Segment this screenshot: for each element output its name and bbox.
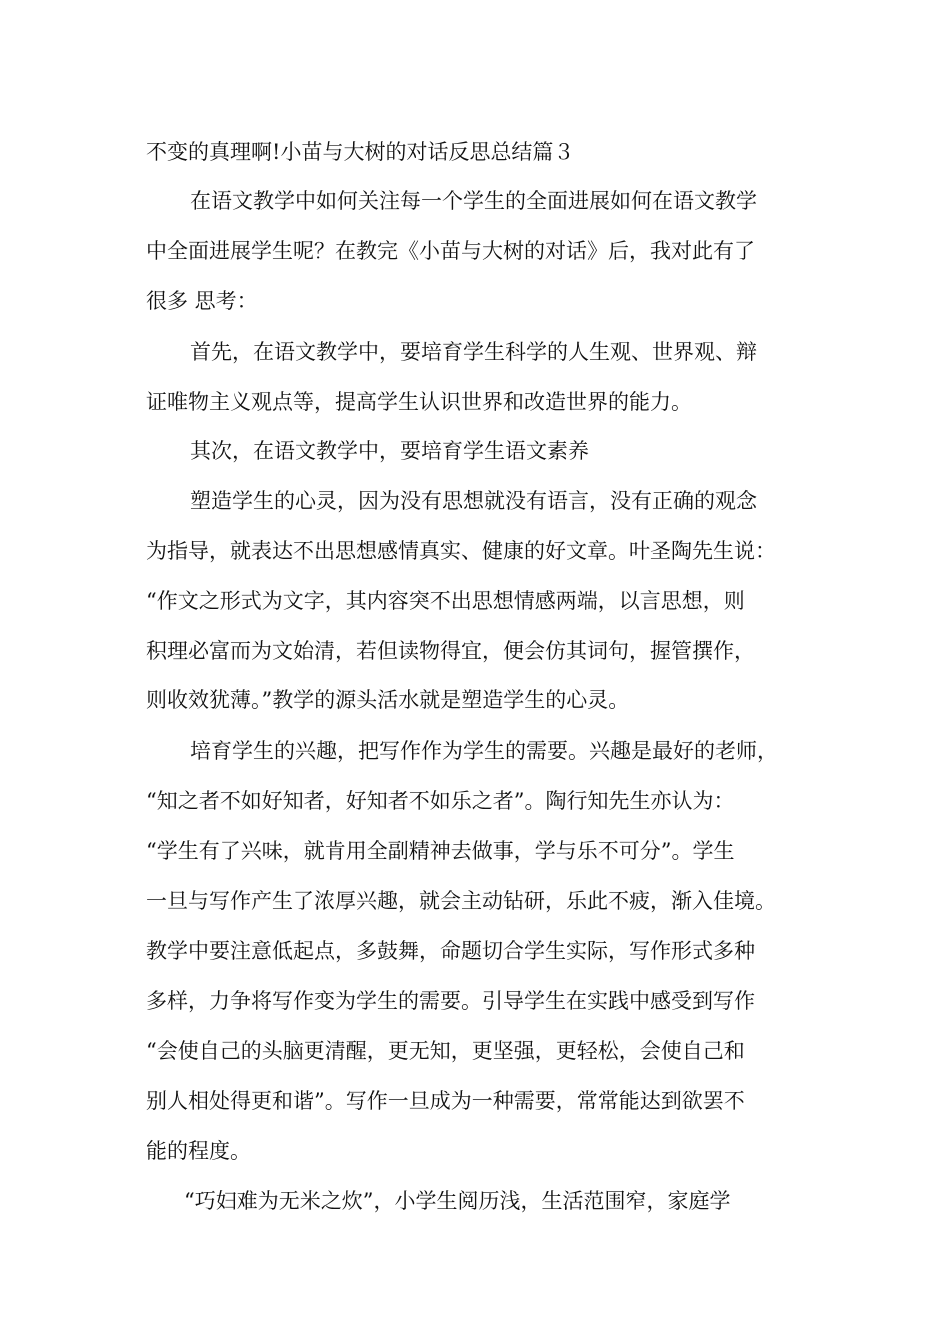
text-line-4: 很多 思考： <box>146 289 258 313</box>
text-line-15: “学生有了兴味，就肯用全副精神去做事，学与乐不可分”。学生 <box>146 839 735 863</box>
text-line-21: 能的程度。 <box>146 1139 251 1163</box>
text-line-11: 积理必富而为文始清，若但读物得宜，便会仿其词句，握管撰作， <box>146 639 755 663</box>
text-line-9: 为指导，就表达不出思想感情真实、健康的好文章。叶圣陶先生说： <box>146 539 776 563</box>
text-line-14: “知之者不如好知者，好知者不如乐之者”。陶行知先生亦认为： <box>146 789 735 813</box>
text-line-6: 证唯物主义观点等，提高学生认识世界和改造世界的能力。 <box>146 390 692 414</box>
text-line-5: 首先，在语文教学中，要培育学生科学的人生观、世界观、辩 <box>190 340 757 364</box>
text-line-1: 不变的真理啊!小苗与大树的对话反思总结篇３ <box>146 140 575 164</box>
text-line-19: “会使自己的头脑更清醒，更无知，更坚强，更轻松，会使自己和 <box>146 1039 745 1063</box>
text-line-16: 一旦与写作产生了浓厚兴趣，就会主动钻研，乐此不疲，渐入佳境。 <box>146 889 776 913</box>
text-line-22: “巧妇难为无米之炊”，小学生阅历浅，生活范围窄，家庭学 <box>184 1189 731 1213</box>
text-line-17: 教学中要注意低起点，多鼓舞，命题切合学生实际，写作形式多种 <box>146 939 755 963</box>
text-line-20: 别人相处得更和谐”。写作一旦成为一种需要，常常能达到欲罢不 <box>146 1089 745 1113</box>
text-line-12: 则收效犹薄。”教学的源头活水就是塑造学生的心灵。 <box>146 688 630 712</box>
text-line-3: 中全面进展学生呢？在教完《小苗与大树的对话》后，我对此有了 <box>146 239 755 263</box>
text-line-13: 培育学生的兴趣，把写作作为学生的需要。兴趣是最好的老师， <box>190 739 778 763</box>
text-line-10: “作文之形式为文字，其内容突不出思想情感两端，以言思想，则 <box>146 589 745 613</box>
text-line-8: 塑造学生的心灵，因为没有思想就没有语言，没有正确的观念 <box>190 489 757 513</box>
text-line-18: 多样，力争将写作变为学生的需要。引导学生在实践中感受到写作 <box>146 989 755 1013</box>
text-line-2: 在语文教学中如何关注每一个学生的全面进展如何在语文教学 <box>190 189 757 213</box>
text-line-7: 其次，在语文教学中，要培育学生语文素养 <box>190 439 589 463</box>
